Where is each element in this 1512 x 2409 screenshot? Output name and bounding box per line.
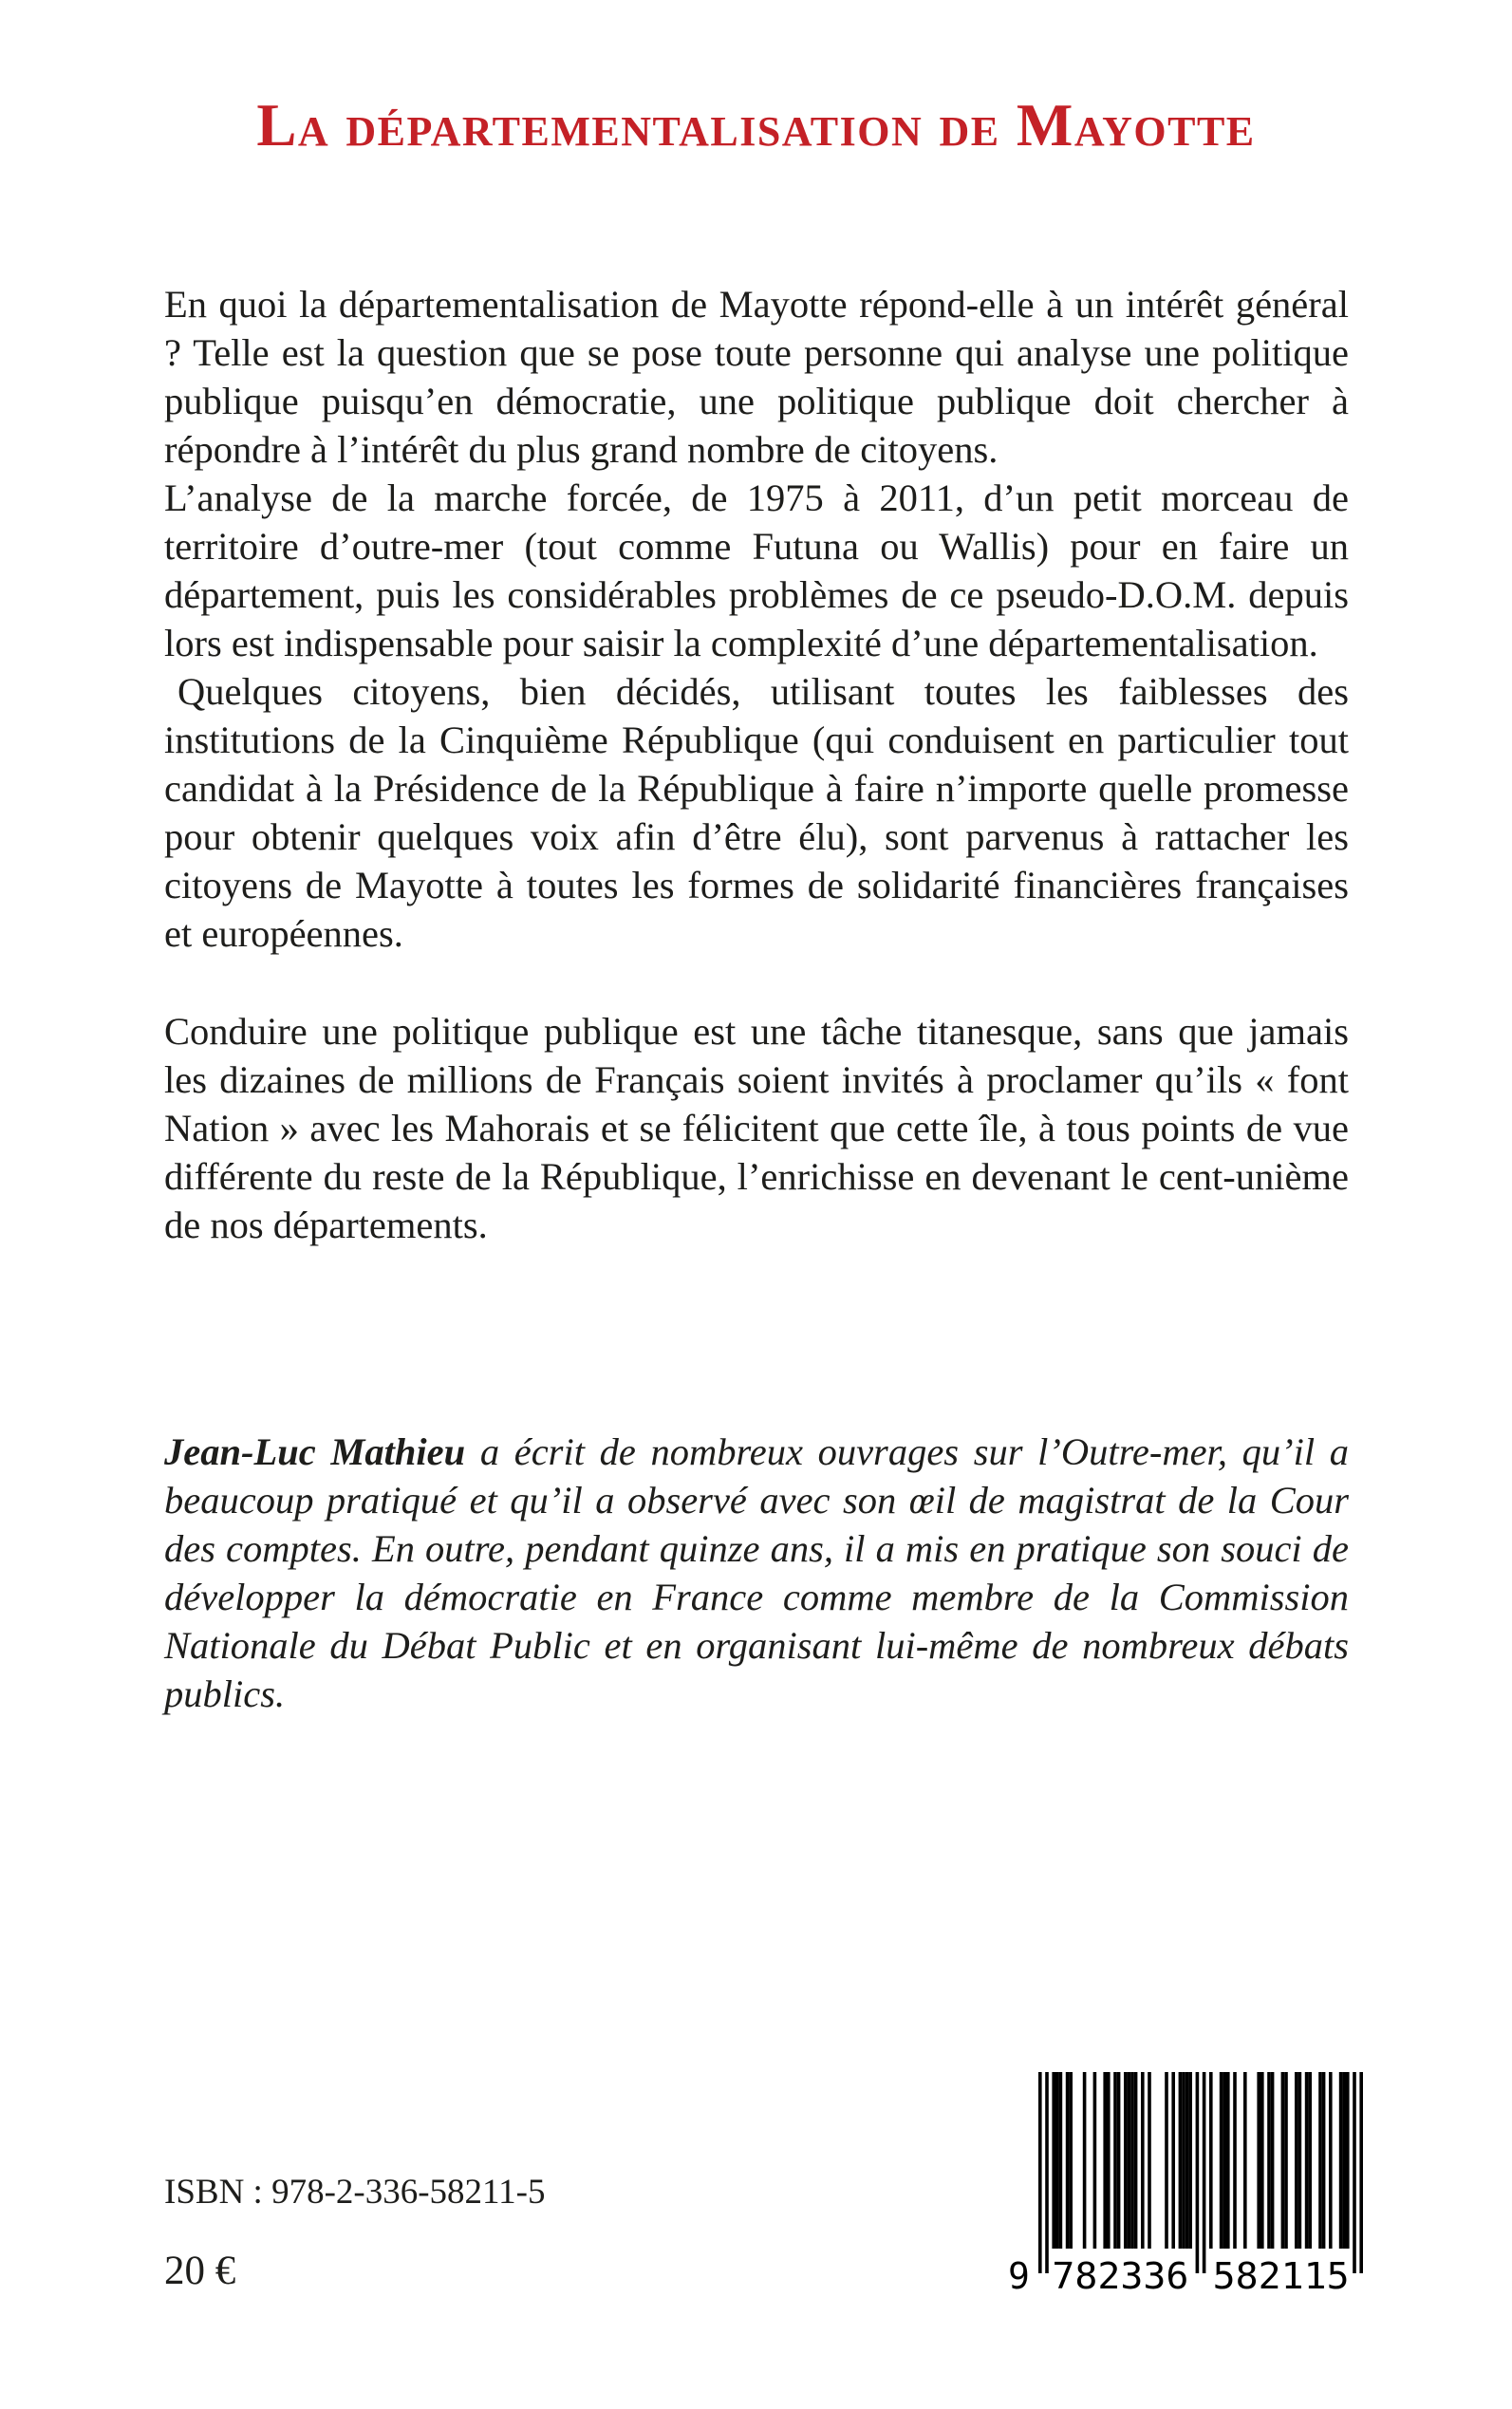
barcode <box>1004 2072 1370 2292</box>
author-name: Jean-Luc Mathieu <box>164 1430 466 1474</box>
svg-text:9: 9 <box>1008 2255 1030 2292</box>
synopsis-paragraph: L’analyse de la marche forcée, de 1975 à 2011, d’un petit morceau de territoire d’outre-mer (tout comme Futuna ou Wallis) pour en faire un département, puis les considérables problèmes de ce pseudo-D.O.M. depuis lors est indispensable pour saisir la complexité d’une départementalisation. <box>164 476 1349 665</box>
author-bio-text: a écrit de nombreux ouvrages sur l’Outre-mer, qu’il a beaucoup pratiqué et qu’il a observé avec son œil de magistrat de la Cour des comptes. En outre, pendant quinze ans, il a mis en pratique son souci de développer la démocratie en France comme membre de la Commission Nationale du Débat Public et en organisant lui-même de nombreux débats publics. <box>164 1430 1350 1716</box>
synopsis-paragraph: En quoi la départementalisation de Mayotte répond-elle à un intérêt général ? Telle est la question que se pose toute personne qui analyse une politique publique puisqu’en démocratie, une politique publique doit chercher à répondre à l’intérêt du plus grand nombre de citoyens. <box>164 283 1349 472</box>
synopsis-paragraph: Quelques citoyens, bien décidés, utilisant toutes les faiblesses des institutions de la Cinquième République (qui conduisent en particulier tout candidat à la Présidence de la République à faire n’importe quelle promesse pour obtenir quelques voix afin d’être élu), sont parvenus à rattacher les citoyens de Mayotte à toutes les formes de solidarité financières françaises et européennes. <box>164 670 1349 956</box>
author-bio <box>164 1428 1349 1718</box>
isbn-label: ISBN : 978-2-336-58211-5 <box>164 2173 546 2212</box>
svg-text:782336: 782336 <box>1052 2255 1189 2292</box>
price-label: 20 € <box>164 2249 236 2293</box>
synopsis-paragraph: Conduire une politique publique est une tâche titanesque, sans que jamais les dizaines de millions de Français soient invités à proclamer qu’ils « font Nation » avec les Mahorais et se félicitent que cette île, à tous points de vue différente du reste de la République, l’enrichisse en devenant le cent-unième de nos départements. <box>164 1010 1349 1247</box>
synopsis <box>164 280 1349 1718</box>
svg-text:582115: 582115 <box>1212 2255 1350 2292</box>
page-title: La départementalisation de Mayotte <box>256 92 1256 159</box>
